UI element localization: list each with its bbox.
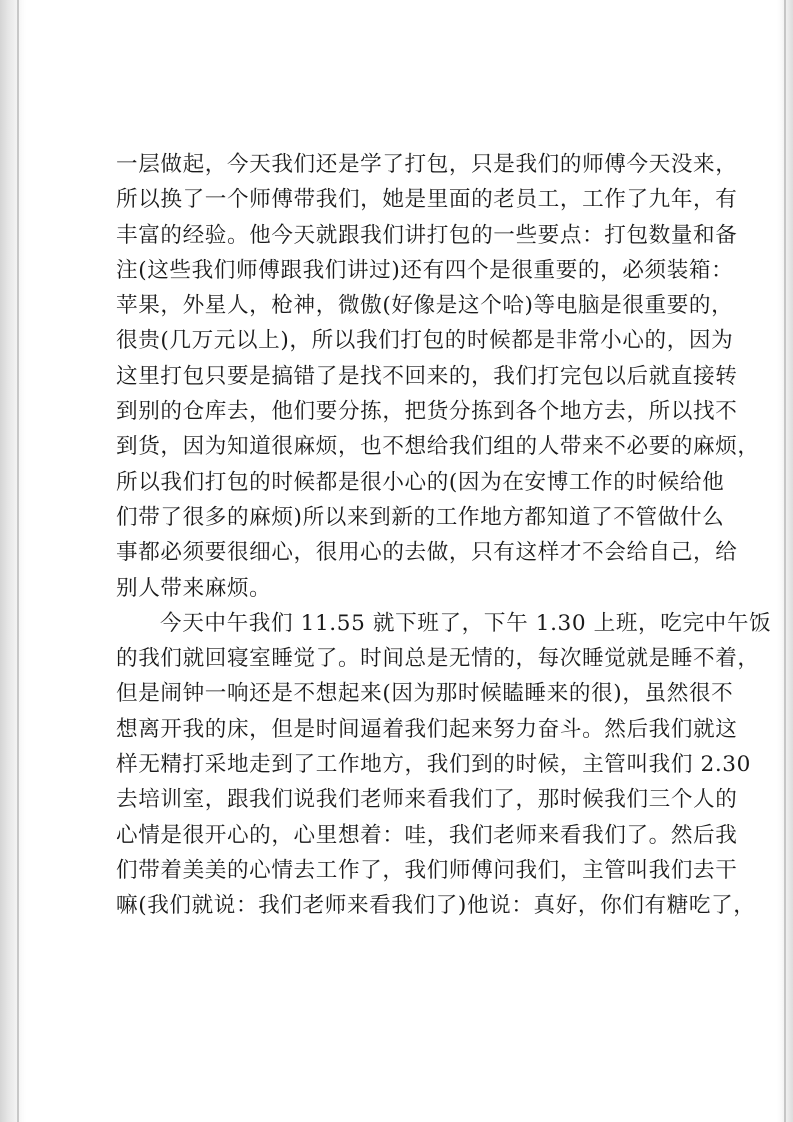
text-line: 苹果，外星人，枪神，微傲(好像是这个哈)等电脑是很重要的， (116, 293, 734, 319)
text-line: 别人带来麻烦。 (116, 575, 272, 601)
paragraph-2 (116, 606, 772, 924)
text-line: 所以换了一个师傅带我们，她是里面的老员工，工作了九年，有 (116, 187, 738, 213)
scan-line-right (784, 0, 786, 1122)
paragraph-1 (116, 147, 760, 606)
text-line: 一层做起，今天我们还是学了打包，只是我们的师傅今天没来， (116, 152, 738, 177)
text-line: 今天中午我们 11.55 就下班了，下午 1.30 上班，吃完中午饭 (160, 610, 772, 636)
scan-shadow-left (0, 0, 26, 1122)
text-line: 们带着美美的心情去工作了，我们师傅问我们，主管叫我们去干 (116, 857, 738, 883)
text-line: 很贵(几万元以上)，所以我们打包的时候都是非常小心的，因为 (116, 328, 734, 354)
text-line: 事都必须要很细心，很用心的去做，只有这样才不会给自己，给 (116, 540, 738, 566)
scan-line-left (17, 0, 19, 1122)
text-line: 丰富的经验。他今天就跟我们讲打包的一些要点：打包数量和备 (116, 222, 738, 248)
text-line: 但是闹钟一响还是不想起来(因为那时候瞌睡来的很)，虽然很不 (116, 681, 734, 707)
text-line: 注(这些我们师傅跟我们讲过)还有四个是很重要的，必须装箱： (116, 257, 734, 283)
text-line: 去培训室，跟我们说我们老师来看我们了，那时候我们三个人的 (116, 787, 738, 813)
text-line: 到货，因为知道很麻烦，也不想给我们组的人带来不必要的麻烦， (116, 434, 760, 460)
text-line: 所以我们打包的时候都是很小心的(因为在安博工作的时候给他 (116, 469, 725, 495)
text-line: 这里打包只要是搞错了是找不回来的，我们打完包以后就直接转 (116, 363, 738, 389)
text-line: 的我们就回寝室睡觉了。时间总是无情的，每次睡觉就是睡不着， (116, 646, 760, 672)
text-line: 到别的仓库去，他们要分拣，把货分拣到各个地方去，所以找不 (116, 399, 738, 425)
document-body (116, 147, 772, 924)
text-line: 样无精打采地走到了工作地方，我们到的时候，主管叫我们 2.30 (116, 752, 751, 778)
text-line: 嘛(我们就说：我们老师来看我们了)他说：真好，你们有糖吃了， (116, 893, 756, 919)
text-line: 心情是很开心的，心里想着：哇，我们老师来看我们了。然后我 (116, 822, 738, 848)
text-line: 想离开我的床，但是时间逼着我们起来努力奋斗。然后我们就这 (116, 716, 738, 742)
text-line: 们带了很多的麻烦)所以来到新的工作地方都知道了不管做什么 (116, 504, 725, 530)
